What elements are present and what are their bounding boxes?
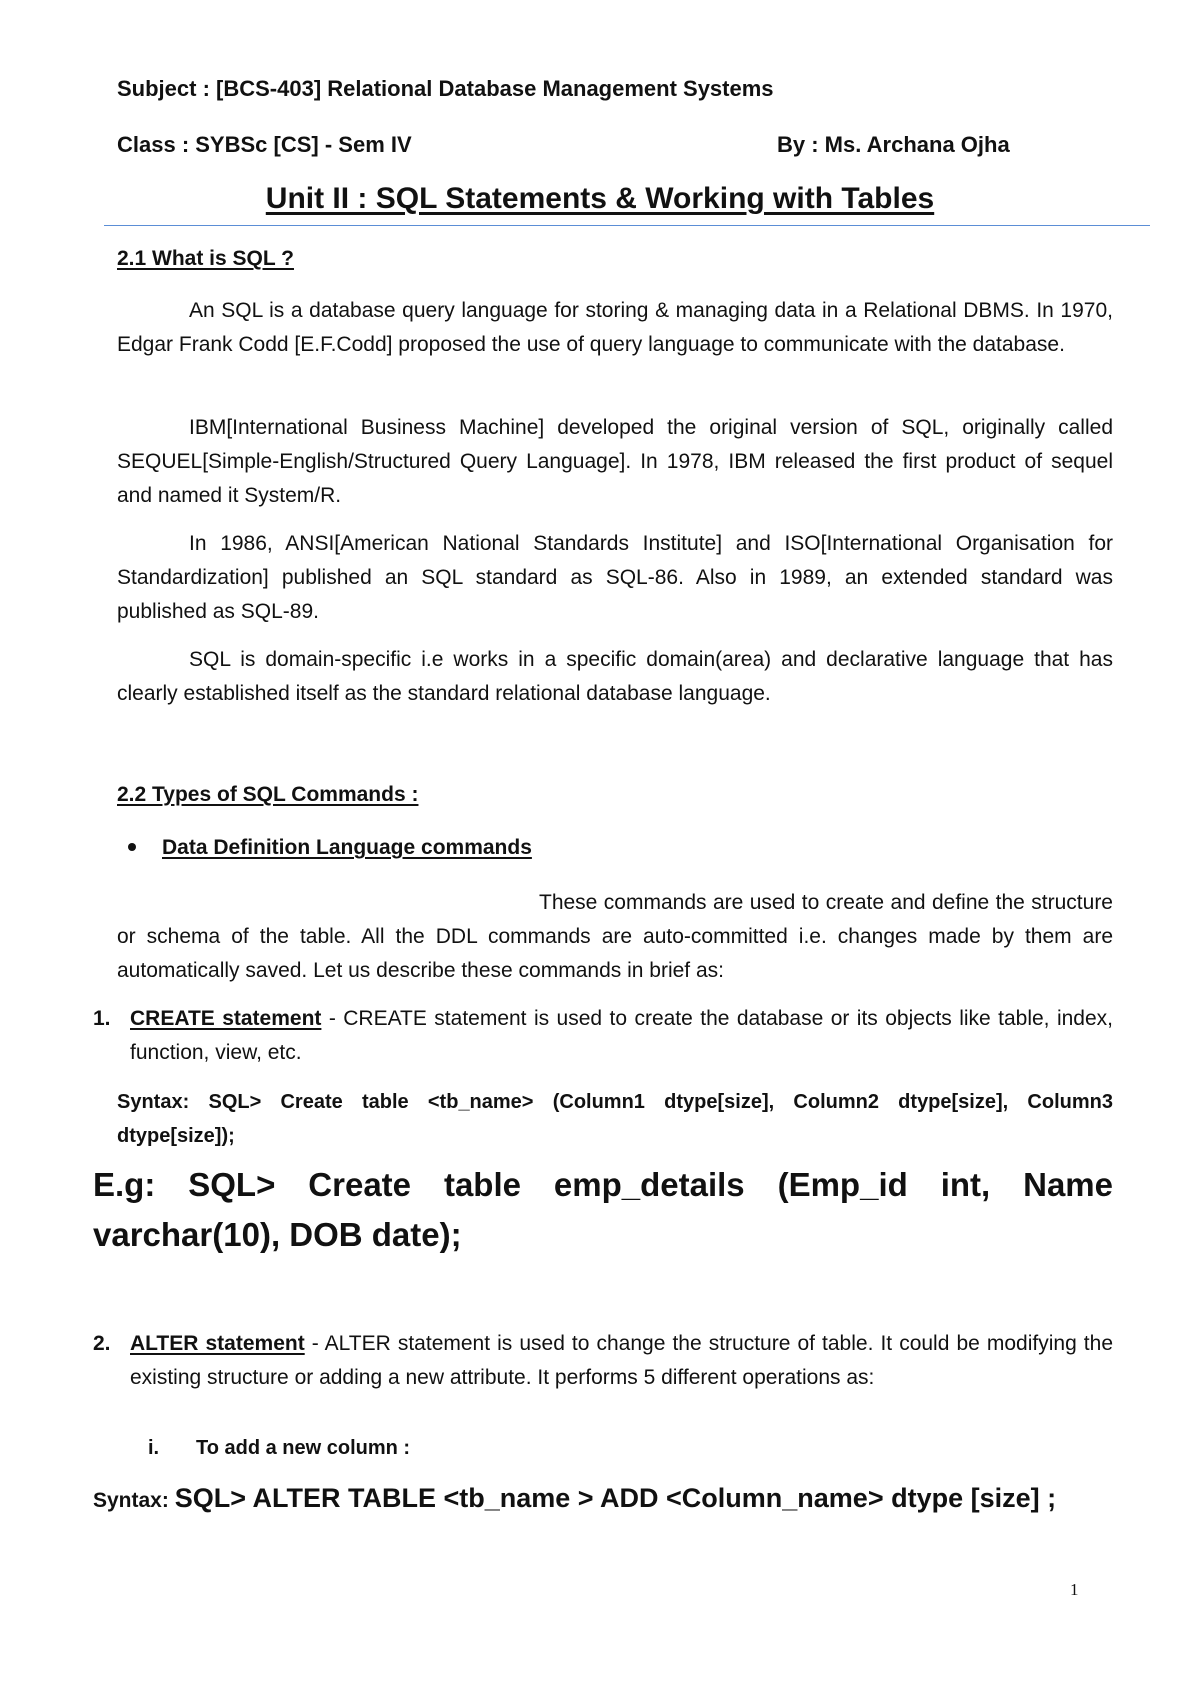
list-number: 1. xyxy=(93,1007,111,1030)
sub-item-label: To add a new column : xyxy=(196,1437,411,1459)
paragraph-ibm-history: IBM[International Business Machine] developed the original version of SQL, originally called SEQUEL[Simple-English/Structured Query Language]. In 1978, IBM released the first product of sequel and named it System/R. xyxy=(117,416,1113,507)
bullet-ddl-label: Data Definition Language commands xyxy=(162,836,532,859)
create-syntax: Syntax: SQL> Create table <tb_name> (Column1 dtype[size], Column2 dtype[size], Column3 dtype[size]); xyxy=(117,1091,1113,1147)
syntax-label: Syntax: xyxy=(93,1489,175,1512)
bullet-ddl xyxy=(128,836,532,860)
list-number: 2. xyxy=(93,1332,111,1355)
subject-line: Subject : [BCS-403] Relational Database Management Systems xyxy=(117,76,774,101)
title-divider xyxy=(104,225,1150,226)
list-item-alter xyxy=(93,1327,1113,1395)
create-keyword: CREATE statement xyxy=(130,1007,322,1030)
class-line: Class : SYBSc [CS] - Sem IV xyxy=(117,132,412,157)
unit-title: Unit II : SQL Statements & Working with Tables xyxy=(265,182,935,215)
paragraph-sql-intro: An SQL is a database query language for storing & managing data in a Relational DBMS. In 1970, Edgar Frank Codd [E.F.Codd] proposed the use of query language to communicate with the database. xyxy=(117,299,1113,356)
page-number: 1 xyxy=(1070,1580,1079,1599)
alter-syntax-code: SQL> ALTER TABLE <tb_name > ADD <Column_name> dtype [size] ; xyxy=(174,1483,1057,1513)
create-example: E.g: SQL> Create table emp_details (Emp_id int, Name varchar(10), DOB date); xyxy=(93,1166,1113,1253)
paragraph-ansi-standard: In 1986, ANSI[American National Standards Institute] and ISO[International Organisation for Standardization] published an SQL standard as SQL-86. Also in 1989, an extended standard was published as SQL-89. xyxy=(117,532,1113,623)
alter-keyword: ALTER statement xyxy=(130,1332,305,1355)
author-line: By : Ms. Archana Ojha xyxy=(777,132,1010,157)
list-item-create xyxy=(93,1002,1113,1070)
section-heading-what-is-sql: 2.1 What is SQL ? xyxy=(117,247,294,270)
create-description: - CREATE statement is used to create the database or its objects like table, index, function, view, etc. xyxy=(130,1007,1113,1064)
paragraph-ddl-intro: These commands are used to create and define the structure or schema of the table. All the DDL commands are auto-committed i.e. changes made by them are automatically saved. Let us describe these commands in brief as: xyxy=(117,891,1113,982)
bullet-dot-icon xyxy=(128,843,136,851)
roman-numeral: i. xyxy=(148,1437,160,1459)
alter-description: - ALTER statement is used to change the structure of table. It could be modifying the existing structure or adding a new attribute. It performs 5 different operations as: xyxy=(130,1332,1114,1389)
section-heading-sql-commands: 2.2 Types of SQL Commands : xyxy=(117,783,419,806)
paragraph-domain-specific: SQL is domain-specific i.e works in a specific domain(area) and declarative language that has clearly established itself as the standard relational database language. xyxy=(117,648,1113,705)
alter-syntax xyxy=(93,1483,1056,1514)
sub-item-add-column xyxy=(148,1437,410,1460)
